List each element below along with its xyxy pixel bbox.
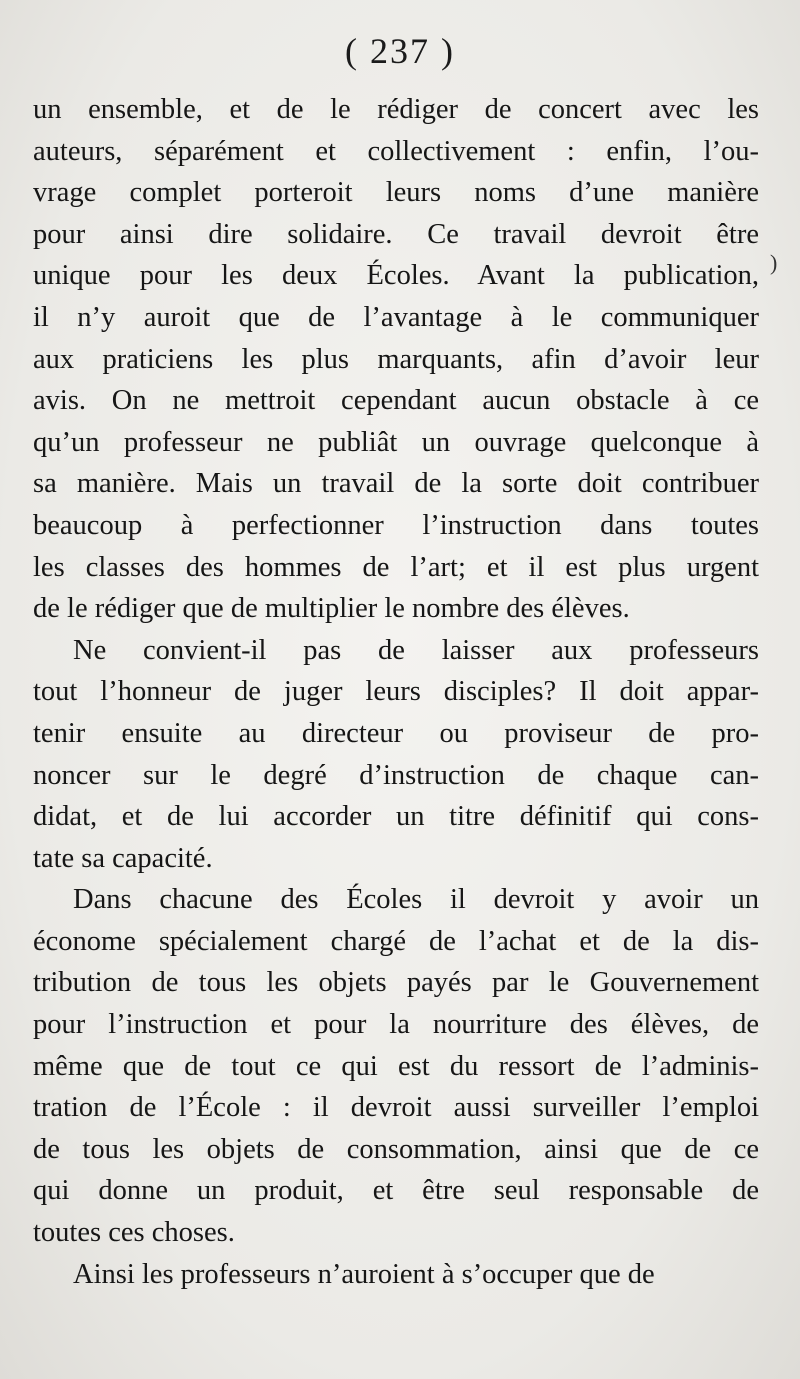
text-line: tenir ensuite au directeur ou proviseur de pro- <box>33 717 759 749</box>
paragraph <box>33 1254 759 1296</box>
text-line: avis. On ne mettroit cependant aucun obstacle à ce <box>33 385 759 417</box>
text-line: économe spécialement chargé de l’achat et de la dis- <box>33 925 759 957</box>
text-line: aux praticiens les plus marquants, afin d’avoir leur <box>33 343 759 375</box>
text-line: Ainsi les professeurs n’auroient à s’occuper que de <box>73 1258 655 1290</box>
text-line: tate sa capacité. <box>33 842 213 874</box>
text-line: tration de l’École : il devroit aussi surveiller l’emploi <box>33 1092 759 1124</box>
text-line: unique pour les deux Écoles. Avant la publication, <box>33 260 759 292</box>
paragraph <box>33 630 759 880</box>
text-line: de tous les objets de consommation, ainsi que de ce <box>33 1133 759 1165</box>
text-line: beaucoup à perfectionner l’instruction dans toutes <box>33 509 759 541</box>
text-line: didat, et de lui accorder un titre définitif qui cons- <box>33 801 759 833</box>
paragraph <box>33 879 759 1253</box>
text-line: de le rédiger que de multiplier le nombre des élèves. <box>33 593 630 625</box>
text-line: sa manière. Mais un travail de la sorte doit contribuer <box>33 468 759 500</box>
text-line: noncer sur le degré d’instruction de chaque can- <box>33 759 759 791</box>
text-line: Dans chacune des Écoles il devroit y avoir un <box>73 884 759 916</box>
paragraph <box>33 89 759 630</box>
text-line: tribution de tous les objets payés par le Gouvernement <box>33 967 759 999</box>
text-line: pour l’instruction et pour la nourriture des élèves, de <box>33 1009 759 1041</box>
text-line: tout l’honneur de juger leurs disciples? Il doit appar- <box>33 676 759 708</box>
text-line: Ne convient-il pas de laisser aux professeurs <box>73 634 759 666</box>
text-line: vrage complet porteroit leurs noms d’une manière <box>33 177 759 209</box>
text-line: un ensemble, et de le rédiger de concert avec les <box>33 94 759 125</box>
text-line: il n’y auroit que de l’avantage à le communiquer <box>33 301 759 333</box>
text-line: pour ainsi dire solidaire. Ce travail devroit être <box>33 218 759 250</box>
text-line: même que de tout ce qui est du ressort de l’adminis- <box>33 1050 759 1082</box>
text-line: qu’un professeur ne publiât un ouvrage quelconque à <box>33 426 759 458</box>
text-line: qui donne un produit, et être seul responsable de <box>33 1175 759 1207</box>
margin-bracket-mark: ) <box>770 250 778 275</box>
body-text <box>33 89 759 1295</box>
text-line: auteurs, séparément et collectivement : enfin, l’ou- <box>33 135 759 167</box>
text-line: toutes ces choses. <box>33 1217 235 1249</box>
text-line: les classes des hommes de l’art; et il est plus urgent <box>33 551 759 583</box>
page-number: ( 237 ) <box>345 31 455 71</box>
